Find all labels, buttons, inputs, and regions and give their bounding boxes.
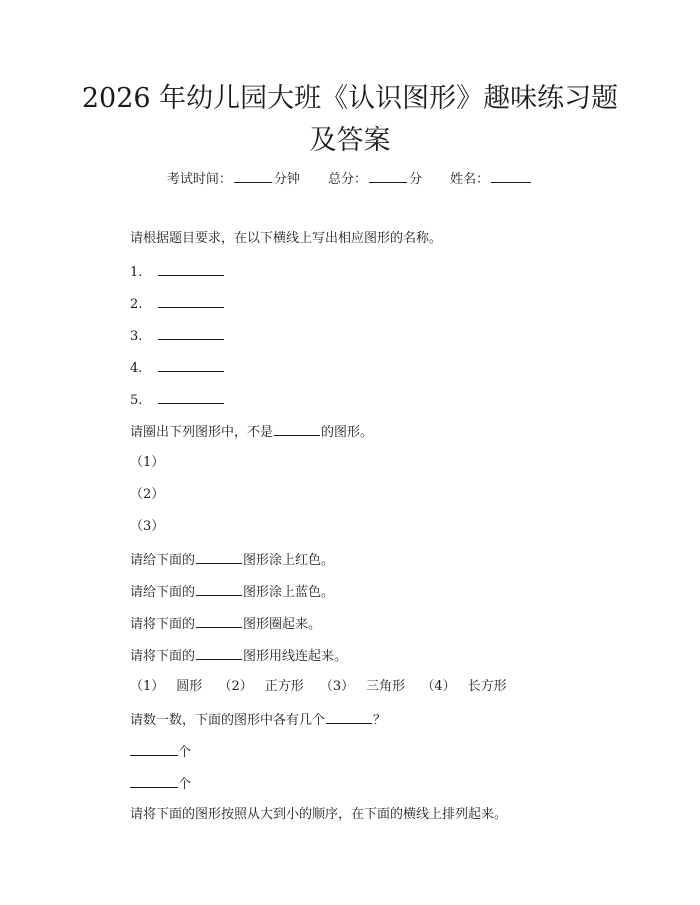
answer-blank[interactable] xyxy=(158,358,224,372)
q3-line-3 xyxy=(130,614,321,634)
shape-name: 正方形 xyxy=(264,679,304,694)
time-unit: 分钟 xyxy=(273,172,300,187)
score-label: 总分： xyxy=(327,172,367,187)
q3-suffix: 图形涂上蓝色。 xyxy=(243,585,335,600)
q1-item xyxy=(130,358,224,378)
answer-blank[interactable] xyxy=(196,550,242,564)
q4-instruction xyxy=(130,710,386,730)
q3-line-1 xyxy=(130,550,334,570)
q2-prefix: 请圈出下列图形中，不是 xyxy=(130,425,274,440)
q3-line-4 xyxy=(130,646,347,666)
q2-instruction xyxy=(130,422,373,442)
answer-blank[interactable] xyxy=(158,326,224,340)
answer-blank[interactable] xyxy=(130,742,178,756)
shape-name: 三角形 xyxy=(366,679,406,694)
shape-option xyxy=(218,679,303,694)
q1-instruction: 请根据题目要求，在以下横线上写出相应图形的名称。 xyxy=(130,231,443,246)
q1-item xyxy=(130,294,224,314)
q4-answer-1 xyxy=(130,742,191,762)
q4-prefix: 请数一数，下面的图形中各有几个 xyxy=(130,713,326,728)
page-title xyxy=(80,78,620,162)
answer-blank[interactable] xyxy=(196,582,242,596)
answer-blank[interactable] xyxy=(326,710,372,724)
q2-option: （3） xyxy=(130,519,165,534)
shape-option xyxy=(320,679,405,694)
q3-suffix: 图形圈起来。 xyxy=(243,617,322,632)
shape-name: 长方形 xyxy=(467,679,507,694)
q3-prefix: 请给下面的 xyxy=(130,585,196,600)
score-unit: 分 xyxy=(409,172,423,187)
q4-answer-2 xyxy=(130,774,191,794)
score-blank[interactable] xyxy=(369,169,407,183)
answer-blank[interactable] xyxy=(130,774,178,788)
shape-name: 圆形 xyxy=(176,679,203,694)
q4-suffix: ？ xyxy=(373,713,387,728)
time-label: 考试时间： xyxy=(166,172,232,187)
name-blank[interactable] xyxy=(491,169,531,183)
title-line-2: 及答案 xyxy=(309,125,391,156)
item-number: 1. xyxy=(130,265,143,280)
q2-option: （1） xyxy=(130,455,165,470)
answer-blank[interactable] xyxy=(158,262,224,276)
shape-number: （4） xyxy=(421,679,456,694)
time-blank[interactable] xyxy=(234,169,272,183)
answer-blank[interactable] xyxy=(196,614,242,628)
exam-meta xyxy=(0,168,700,187)
answer-blank[interactable] xyxy=(158,390,224,404)
shape-number: （2） xyxy=(218,679,253,694)
student-name xyxy=(450,168,533,187)
q3-suffix: 图形涂上红色。 xyxy=(243,553,335,568)
item-number: 5. xyxy=(130,393,143,408)
q3-prefix: 请将下面的 xyxy=(130,617,196,632)
name-label: 姓名： xyxy=(450,172,490,187)
count-unit: 个 xyxy=(178,777,192,792)
answer-blank[interactable] xyxy=(158,294,224,308)
q2-option: （2） xyxy=(130,487,165,502)
exam-score xyxy=(328,168,422,187)
item-number: 4. xyxy=(130,361,143,376)
shape-option xyxy=(130,679,202,694)
title-line-1: 2026 年幼儿园大班《认识图形》趣味练习题 xyxy=(81,83,619,114)
q3-prefix: 请给下面的 xyxy=(130,553,196,568)
shape-option xyxy=(421,679,506,694)
answer-blank[interactable] xyxy=(196,646,242,660)
shape-number: （1） xyxy=(130,679,165,694)
q3-prefix: 请将下面的 xyxy=(130,649,196,664)
q1-item xyxy=(130,262,224,282)
q3-line-2 xyxy=(130,582,334,602)
q1-item xyxy=(130,326,224,346)
q2-suffix: 的图形。 xyxy=(321,425,374,440)
q5-instruction: 请将下面的图形按照从大到小的顺序，在下面的横线上排列起来。 xyxy=(130,807,508,822)
q3-suffix: 图形用线连起来。 xyxy=(243,649,348,664)
q1-item xyxy=(130,390,224,410)
answer-blank[interactable] xyxy=(274,422,320,436)
item-number: 2. xyxy=(130,297,143,312)
count-unit: 个 xyxy=(178,745,192,760)
item-number: 3. xyxy=(130,329,143,344)
shape-number: （3） xyxy=(319,679,355,694)
exam-time xyxy=(167,168,300,187)
q3-shape-options xyxy=(130,678,519,696)
